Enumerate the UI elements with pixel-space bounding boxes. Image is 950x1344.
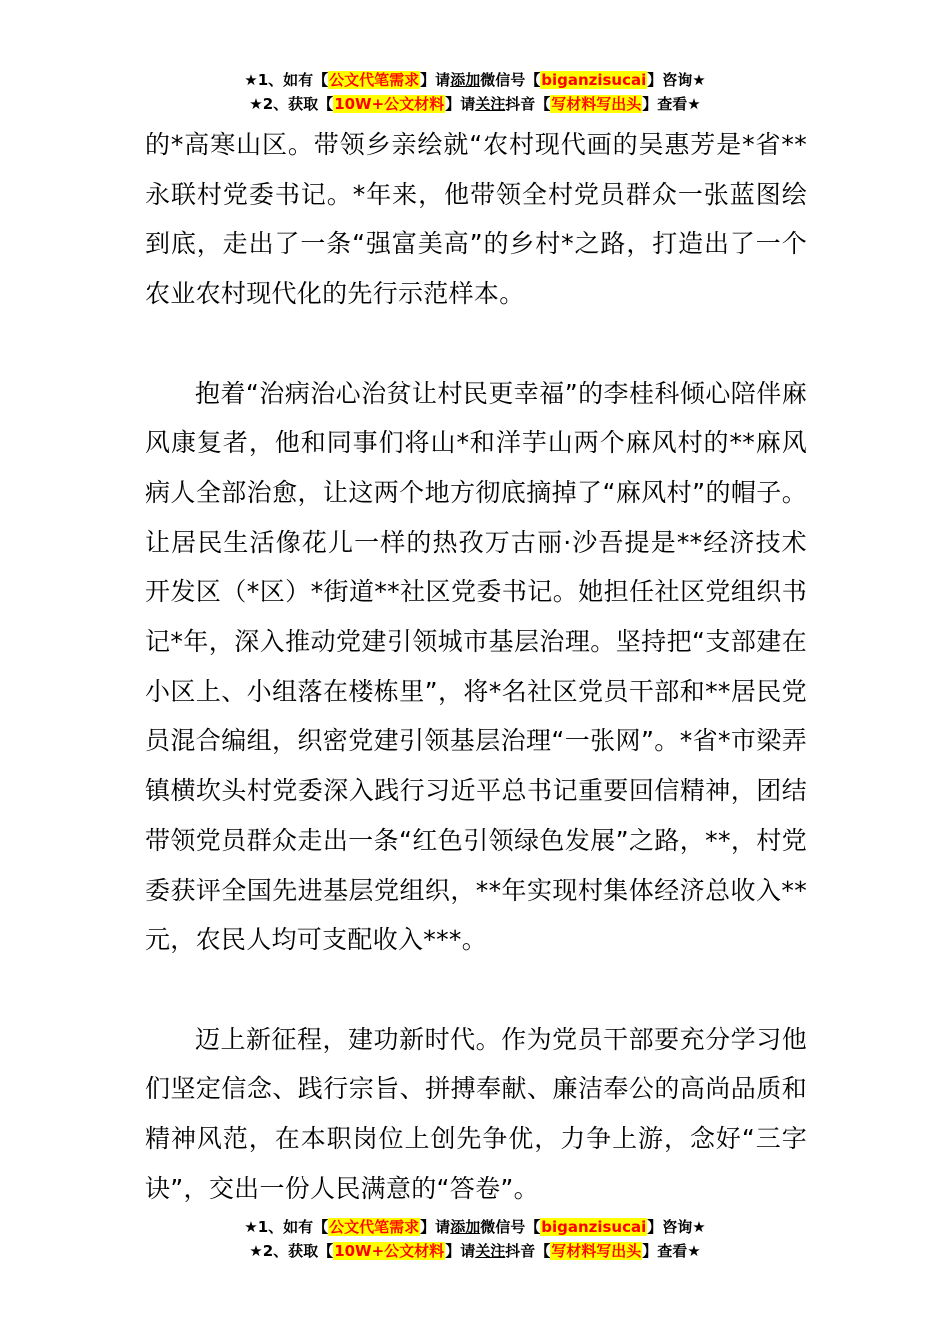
banner-text: 微信号【 — [480, 1218, 541, 1236]
highlight-douyin: 写材料写出头 — [551, 1242, 642, 1260]
header-banner — [0, 68, 950, 116]
highlight-materials: 10W+公文材料 — [334, 95, 445, 113]
highlight-wechat-id: biganzisucai — [541, 1218, 647, 1236]
footer-banner — [0, 1215, 950, 1263]
banner-text: 】请 — [445, 95, 476, 113]
banner-line-1 — [0, 1215, 950, 1239]
paragraph-gap — [145, 319, 807, 369]
underlined-add: 添加 — [450, 71, 481, 89]
banner-text: ★1、如有【 — [244, 71, 329, 89]
document-body — [145, 120, 807, 1213]
banner-text: ★2、获取【 — [249, 1242, 334, 1260]
underlined-follow: 关注 — [475, 1242, 506, 1260]
paragraph-1: 的*高寒山区。带领乡亲绘就“农村现代画的吴惠芳是*省**永联村党委书记。*年来，他带领全村党员群众一张蓝图绘到底，走出了一条“强富美高”的乡村*之路，打造出了一个农业农村现代化的先行示范样本。 — [145, 130, 807, 309]
banner-text: 抖音【 — [505, 1242, 551, 1260]
highlight-service: 公文代笔需求 — [329, 1218, 420, 1236]
banner-text: 】咨询★ — [647, 71, 706, 89]
banner-line-1 — [0, 68, 950, 92]
highlight-service: 公文代笔需求 — [329, 71, 420, 89]
banner-text: 】请 — [420, 1218, 451, 1236]
paragraph-3: 迈上新征程，建功新时代。作为党员干部要充分学习他们坚定信念、践行宗旨、拼搏奉献、廉洁奉公的高尚品质和精神风范，在本职岗位上创先争优，力争上游，念好“三字诀”，交出一份人民满意的“答卷”。 — [145, 1024, 807, 1203]
underlined-add: 添加 — [450, 1218, 481, 1236]
highlight-wechat-id: biganzisucai — [541, 71, 647, 89]
banner-text: 微信号【 — [480, 71, 541, 89]
banner-text: 】请 — [445, 1242, 476, 1260]
banner-line-2 — [0, 1239, 950, 1263]
banner-text: 】查看★ — [642, 1242, 701, 1260]
underlined-follow: 关注 — [475, 95, 506, 113]
banner-text: 抖音【 — [505, 95, 551, 113]
banner-text: ★1、如有【 — [244, 1218, 329, 1236]
highlight-materials: 10W+公文材料 — [334, 1242, 445, 1260]
banner-line-2 — [0, 92, 950, 116]
paragraph-gap — [145, 965, 807, 1015]
highlight-douyin: 写材料写出头 — [551, 95, 642, 113]
banner-text: 】咨询★ — [647, 1218, 706, 1236]
banner-text: 】查看★ — [642, 95, 701, 113]
paragraph-2: 抱着“治病治心治贫让村民更幸福”的李桂科倾心陪伴麻风康复者，他和同事们将山*和洋芋山两个麻风村的**麻风病人全部治愈，让这两个地方彻底摘掉了“麻风村”的帽子。让居民生活像花儿一样的热孜万古丽·沙吾提是**经济技术开发区（*区）*街道**社区党委书记。她担任社区党组织书记*年，深入推动党建引领城市基层治理。坚持把“支部建在小区上、小组落在楼栋里”，将*名社区党员干部和**居民党员混合编组，织密党建引领基层治理“一张网”。*省*市梁弄镇横坎头村党委深入践行习近平总书记重要回信精神，团结带领党员群众走出一条“红色引领绿色发展”之路，**，村党委获评全国先进基层党组织，**年实现村集体经济总收入**元，农民人均可支配收入***。 — [145, 378, 807, 955]
banner-text: ★2、获取【 — [249, 95, 334, 113]
banner-text: 】请 — [420, 71, 451, 89]
